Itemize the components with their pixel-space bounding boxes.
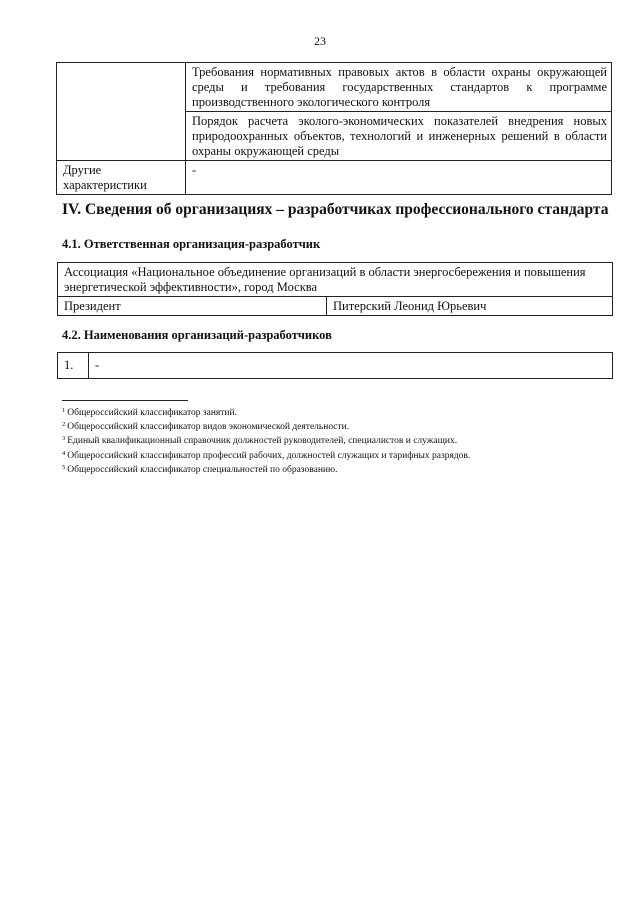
section-title: IV. Сведения об организациях – разработчиках профессионального стандарта <box>62 201 609 218</box>
developers-heading: 4.2. Наименования организаций-разработчиков <box>62 328 332 342</box>
table-row <box>57 161 612 195</box>
page-number: 23 <box>314 34 326 48</box>
table-cell: - <box>186 161 612 195</box>
org-name-cell: Ассоциация «Национальное объединение организаций в области энергосбережения и повышения энергетической эффективности», город Москва <box>58 263 613 297</box>
responsible-org-table <box>57 262 613 316</box>
footnote <box>62 433 622 447</box>
footnote-text: Общероссийский классификатор видов экономической деятельности. <box>67 422 350 433</box>
org-position-cell: Президент <box>58 297 327 316</box>
footnote <box>62 462 622 476</box>
footnote-divider <box>62 400 188 401</box>
table-cell-label: Другие характеристики <box>57 161 186 195</box>
footnotes <box>62 405 622 476</box>
table-row <box>58 353 613 379</box>
footnote-mark: 4 <box>62 449 66 457</box>
table-cell-empty <box>57 63 186 161</box>
org-person-cell: Питерский Леонид Юрьевич <box>327 297 613 316</box>
footnote-mark: 3 <box>62 435 66 443</box>
footnote-text: Общероссийский классификатор занятий. <box>67 408 237 418</box>
row-number-cell: 1. <box>58 353 89 379</box>
footnote-text: Единый квалификационный справочник должностей руководителей, специалистов и служащих. <box>67 436 458 447</box>
table-cell: Порядок расчета эколого-экономических показателей внедрения новых природоохранных объектов, технологий и инженерных решений в области охраны окружающей среды <box>186 112 612 161</box>
footnote-mark: 2 <box>62 421 66 429</box>
footnote-text: Общероссийский классификатор специальностей по образованию. <box>67 464 338 475</box>
footnote-mark: 1 <box>62 407 66 414</box>
footnote <box>62 448 622 462</box>
table-row <box>57 63 612 112</box>
footnote <box>62 405 622 419</box>
table-row <box>58 297 613 316</box>
skills-table <box>56 62 612 195</box>
table-row <box>58 263 613 297</box>
responsible-org-heading: 4.1. Ответственная организация-разработчик <box>62 237 321 251</box>
developers-table <box>57 352 613 379</box>
developer-name-cell: - <box>89 353 613 379</box>
footnote-text: Общероссийский классификатор профессий рабочих, должностей служащих и тарифных разрядов. <box>67 450 471 461</box>
footnote <box>62 419 622 433</box>
table-cell: Требования нормативных правовых актов в области охраны окружающей среды и требования государственных стандартов к программе производственного экологического контроля <box>186 63 612 112</box>
footnote-mark: 5 <box>62 463 66 471</box>
